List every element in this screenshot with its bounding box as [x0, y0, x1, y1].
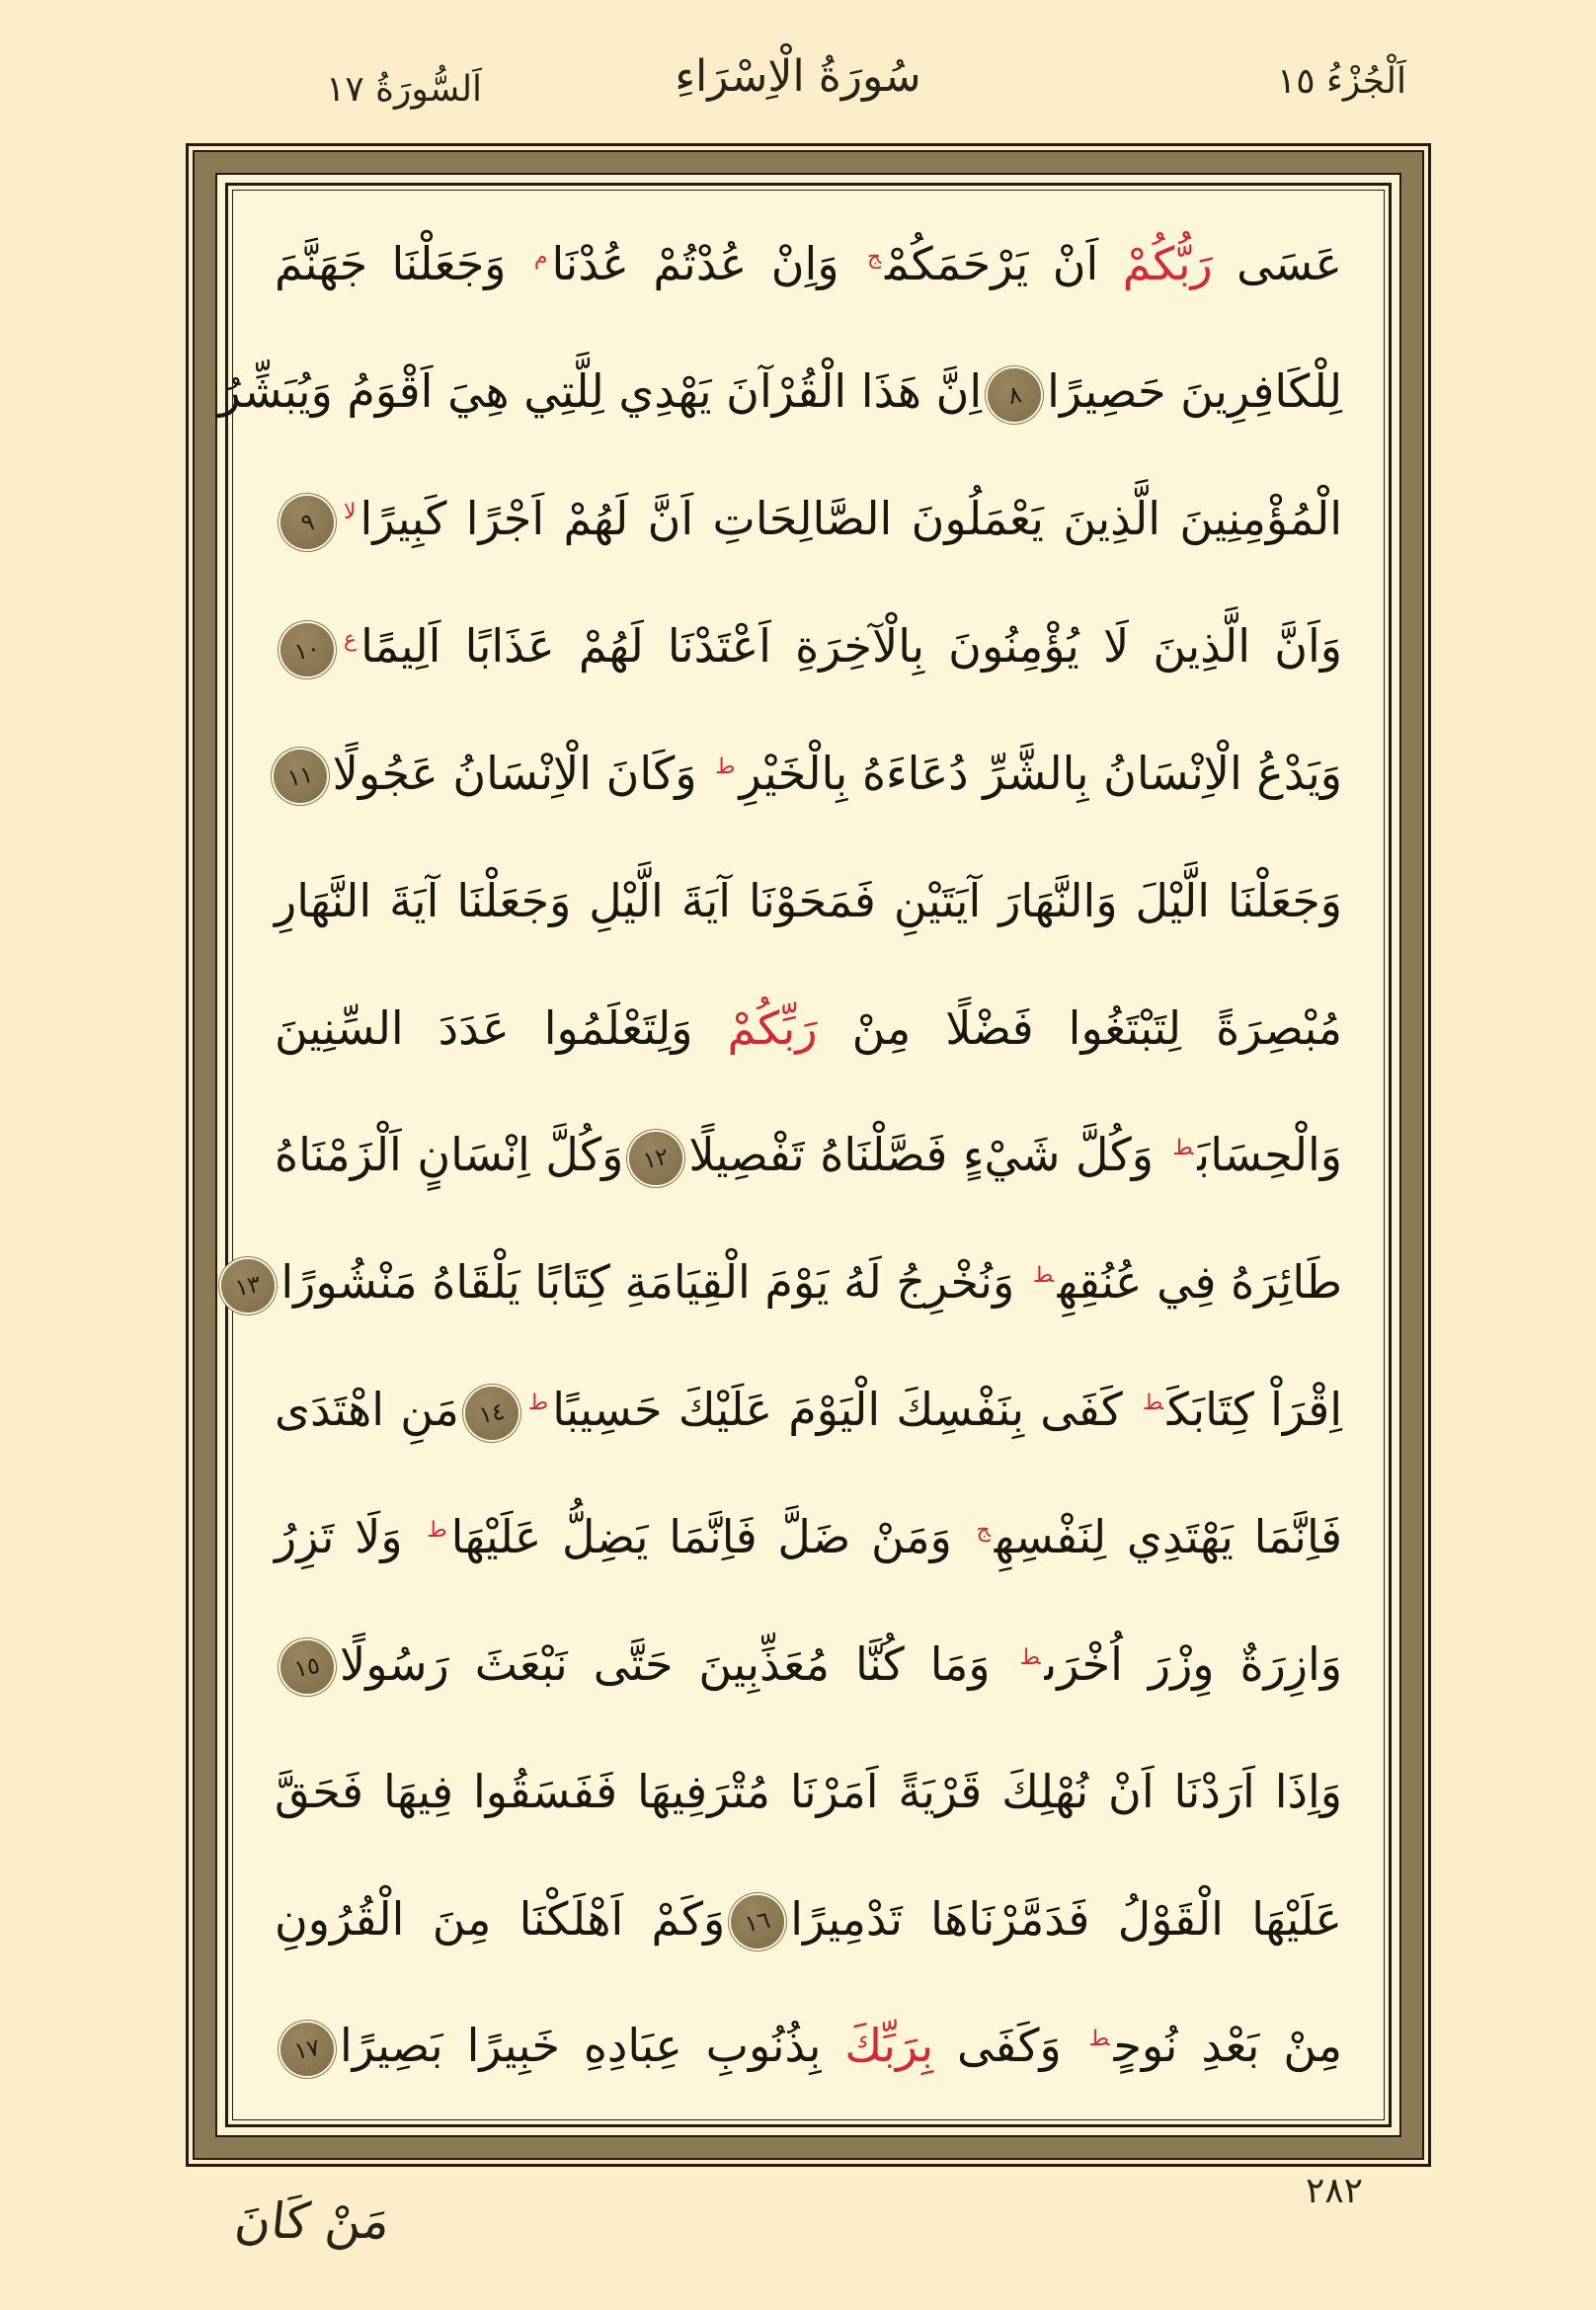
pause-mark: ط — [527, 1390, 549, 1415]
verse-text: بِذُنُوبِ عِبَادِهِ خَبِيرًا بَصِيرًا — [340, 2019, 845, 2073]
quran-line — [275, 455, 1342, 582]
verse-text: اِنَّ هَذَا الْقُرْآنَ يَهْدِي لِلَّتِي هِيَ اَقْوَمُ وَيُبَشِّرُ — [218, 364, 983, 419]
verse-text: اَنْ يَرْحَمَكُمْ — [885, 237, 1123, 291]
page-border-frame — [186, 143, 1431, 2167]
quran-line — [275, 710, 1342, 836]
quran-line — [275, 965, 1342, 1091]
pause-mark: ط — [715, 754, 736, 779]
verse-text: وَكَمْ اَهْلَكْنَا مِنَ الْقُرُونِ — [275, 1891, 726, 1946]
verse-number: ١١ — [284, 759, 316, 793]
frame-inner-gap — [215, 173, 1401, 2137]
verse-medallion — [274, 750, 327, 803]
verse-text: وَلَا تَزِرُ — [275, 1510, 424, 1564]
verse-text: وَالْحِسَابَ — [1197, 1128, 1342, 1182]
quran-line — [275, 583, 1342, 709]
verse-text: وَمَا كُنَّا مُعَذِّبِينَ حَتَّى نَبْعَثَ رَسُولًا — [340, 1636, 1016, 1691]
verse-medallion — [629, 1132, 682, 1185]
verse-medallion — [465, 1387, 519, 1440]
quran-line — [275, 1091, 1342, 1218]
quran-line — [275, 200, 1342, 327]
verse-number: ١٠ — [291, 633, 323, 666]
verse-text: وَلِتَعْلَمُوا عَدَدَ السِّنِينَ — [275, 1000, 728, 1055]
verse-medallion — [988, 368, 1041, 422]
pause-mark: ط — [1142, 1390, 1163, 1415]
quran-line — [275, 1474, 1342, 1600]
frame-outer-line — [186, 143, 1431, 2167]
quran-line — [275, 1601, 1342, 1727]
highlighted-word: رَبِّكُمْ — [727, 1000, 818, 1055]
verse-text: الْمُؤْمِنِينَ الَّذِينَ يَعْمَلُونَ الصَّالِحَاتِ اَنَّ لَهُمْ اَجْرًا كَبِيرًا — [359, 492, 1342, 546]
pause-mark: ع — [344, 626, 358, 652]
verse-text: وَاَنَّ الَّذِينَ لَا يُؤْمِنُونَ بِالْآخِرَةِ اَعْتَدْنَا لَهُمْ عَذَابًا اَلِيمًا — [360, 619, 1342, 673]
highlighted-word: بِرَبِّكَ — [844, 2019, 934, 2073]
verse-text: اِقْرَاْ كِتَابَكَ — [1166, 1383, 1342, 1437]
frame-inner-line — [218, 183, 1392, 2127]
verse-text: وَاِذَا اَرَدْنَا اَنْ نُهْلِكَ قَرْيَةً اَمَرْنَا مُتْرَفِيهَا فَفَسَقُوا فِيهَا فَحَقَّ — [275, 1764, 1342, 1818]
verse-text: عَلَيْهَا الْقَوْلُ فَدَمَّرْنَاهَا تَدْمِيرًا — [790, 1891, 1342, 1946]
pause-mark: ج — [866, 245, 882, 271]
verse-number: ٩ — [297, 507, 317, 537]
pause-mark: ط — [1088, 2027, 1110, 2052]
verse-text: مَنِ اهْتَدَى — [275, 1383, 459, 1437]
verse-text: وَكُلَّ شَيْءٍ فَصَّلْنَاهُ تَفْصِيلًا — [688, 1128, 1169, 1182]
quran-text-panel — [218, 190, 1385, 2120]
verse-text: طَائِرَهُ فِي عُنُقِهِ — [1057, 1255, 1342, 1310]
quran-line — [275, 837, 1342, 964]
verse-text: كَفَى بِنَفْسِكَ الْيَوْمَ عَلَيْكَ حَسِيبًا — [552, 1383, 1139, 1437]
verse-medallion — [280, 623, 334, 677]
verse-number: ١٥ — [291, 1651, 323, 1684]
pause-mark: ط — [1019, 1644, 1041, 1670]
pause-mark: لا — [344, 499, 357, 524]
surah-number-label: اَلسُّورَةُ ١٧ — [326, 69, 483, 110]
verse-medallion — [280, 2023, 334, 2076]
quran-line — [275, 1982, 1342, 2109]
quran-line — [275, 1346, 1342, 1473]
verse-medallion — [731, 1895, 784, 1949]
quran-line — [275, 1728, 1342, 1855]
quran-line — [218, 328, 1342, 454]
pause-mark: م — [533, 245, 548, 271]
frame-brown-band — [193, 150, 1424, 2160]
verse-text: مُبْصِرَةً لِتَبْتَغُوا فَضْلًا مِنْ — [817, 1000, 1342, 1055]
verse-text: وَيَدْعُ الْاِنْسَانُ بِالشَّرِّ دُعَاءَهُ بِالْخَيْرِ — [739, 746, 1342, 800]
pause-mark: ج — [976, 1517, 991, 1543]
verse-text: وَمَنْ ضَلَّ فَاِنَّمَا يَضِلُّ عَلَيْهَا — [450, 1510, 973, 1564]
verse-text: وَجَعَلْنَا الَّيْلَ وَالنَّهَارَ آيَتَيْنِ فَمَحَوْنَا آيَةَ الَّيْلِ وَجَعَلْنَا آيَةَ النَّهَارِ — [275, 873, 1342, 927]
pause-mark: ط — [1172, 1136, 1194, 1161]
verse-text: وَازِرَةٌ وِزْرَ اُخْرَى — [1044, 1636, 1342, 1691]
verse-text: مِنْ بَعْدِ نُوحٍ — [1113, 2019, 1342, 2073]
verse-medallion — [280, 496, 334, 549]
pause-mark: ط — [1032, 1262, 1054, 1288]
verse-text: وَكَفَى — [933, 2019, 1085, 2073]
verse-number: ١٦ — [742, 1905, 773, 1939]
verse-medallion — [221, 1259, 275, 1313]
page-number: ٢٨٢ — [1305, 2171, 1363, 2211]
verse-medallion — [280, 1640, 334, 1694]
pause-mark: ط — [427, 1517, 447, 1543]
quran-line — [275, 1856, 1342, 1982]
verse-number: ١٤ — [476, 1396, 508, 1430]
verse-text: لِلْكَافِرِينَ حَصِيرًا — [1047, 364, 1342, 419]
quran-line — [232, 1219, 1342, 1345]
verse-text: عَسَى — [1212, 237, 1342, 291]
highlighted-word: رَبُّكُمْ — [1122, 237, 1213, 291]
surah-title: سُورَةُ الْاِسْرَاءِ — [675, 51, 921, 102]
verse-text: وَكَانَ الْاِنْسَانُ عَجُولًا — [332, 746, 712, 800]
verse-number: ١٢ — [640, 1142, 672, 1175]
verse-text: وَجَعَلْنَا جَهَنَّمَ — [275, 237, 530, 291]
verse-number: ١٧ — [291, 2032, 323, 2066]
verse-number: ٨ — [1004, 379, 1024, 410]
verse-text: وَاِنْ عُدْتُمْ عُدْنَا — [551, 237, 863, 291]
verse-text: وَنُخْرِجُ لَهُ يَوْمَ الْقِيَامَةِ كِتَابًا يَلْقَاهُ مَنْشُورًا — [280, 1255, 1029, 1310]
verse-text: وَكُلَّ اِنْسَانٍ اَلْزَمْنَاهُ — [275, 1128, 624, 1182]
verse-number: ١٣ — [232, 1269, 264, 1303]
verse-text: فَاِنَّمَا يَهْتَدِي لِنَفْسِهِ — [994, 1510, 1342, 1564]
juz-number-label: اَلْجُزْءُ ١٥ — [1276, 61, 1406, 102]
catchword-next-page: مَنْ كَانَ — [231, 2192, 393, 2250]
